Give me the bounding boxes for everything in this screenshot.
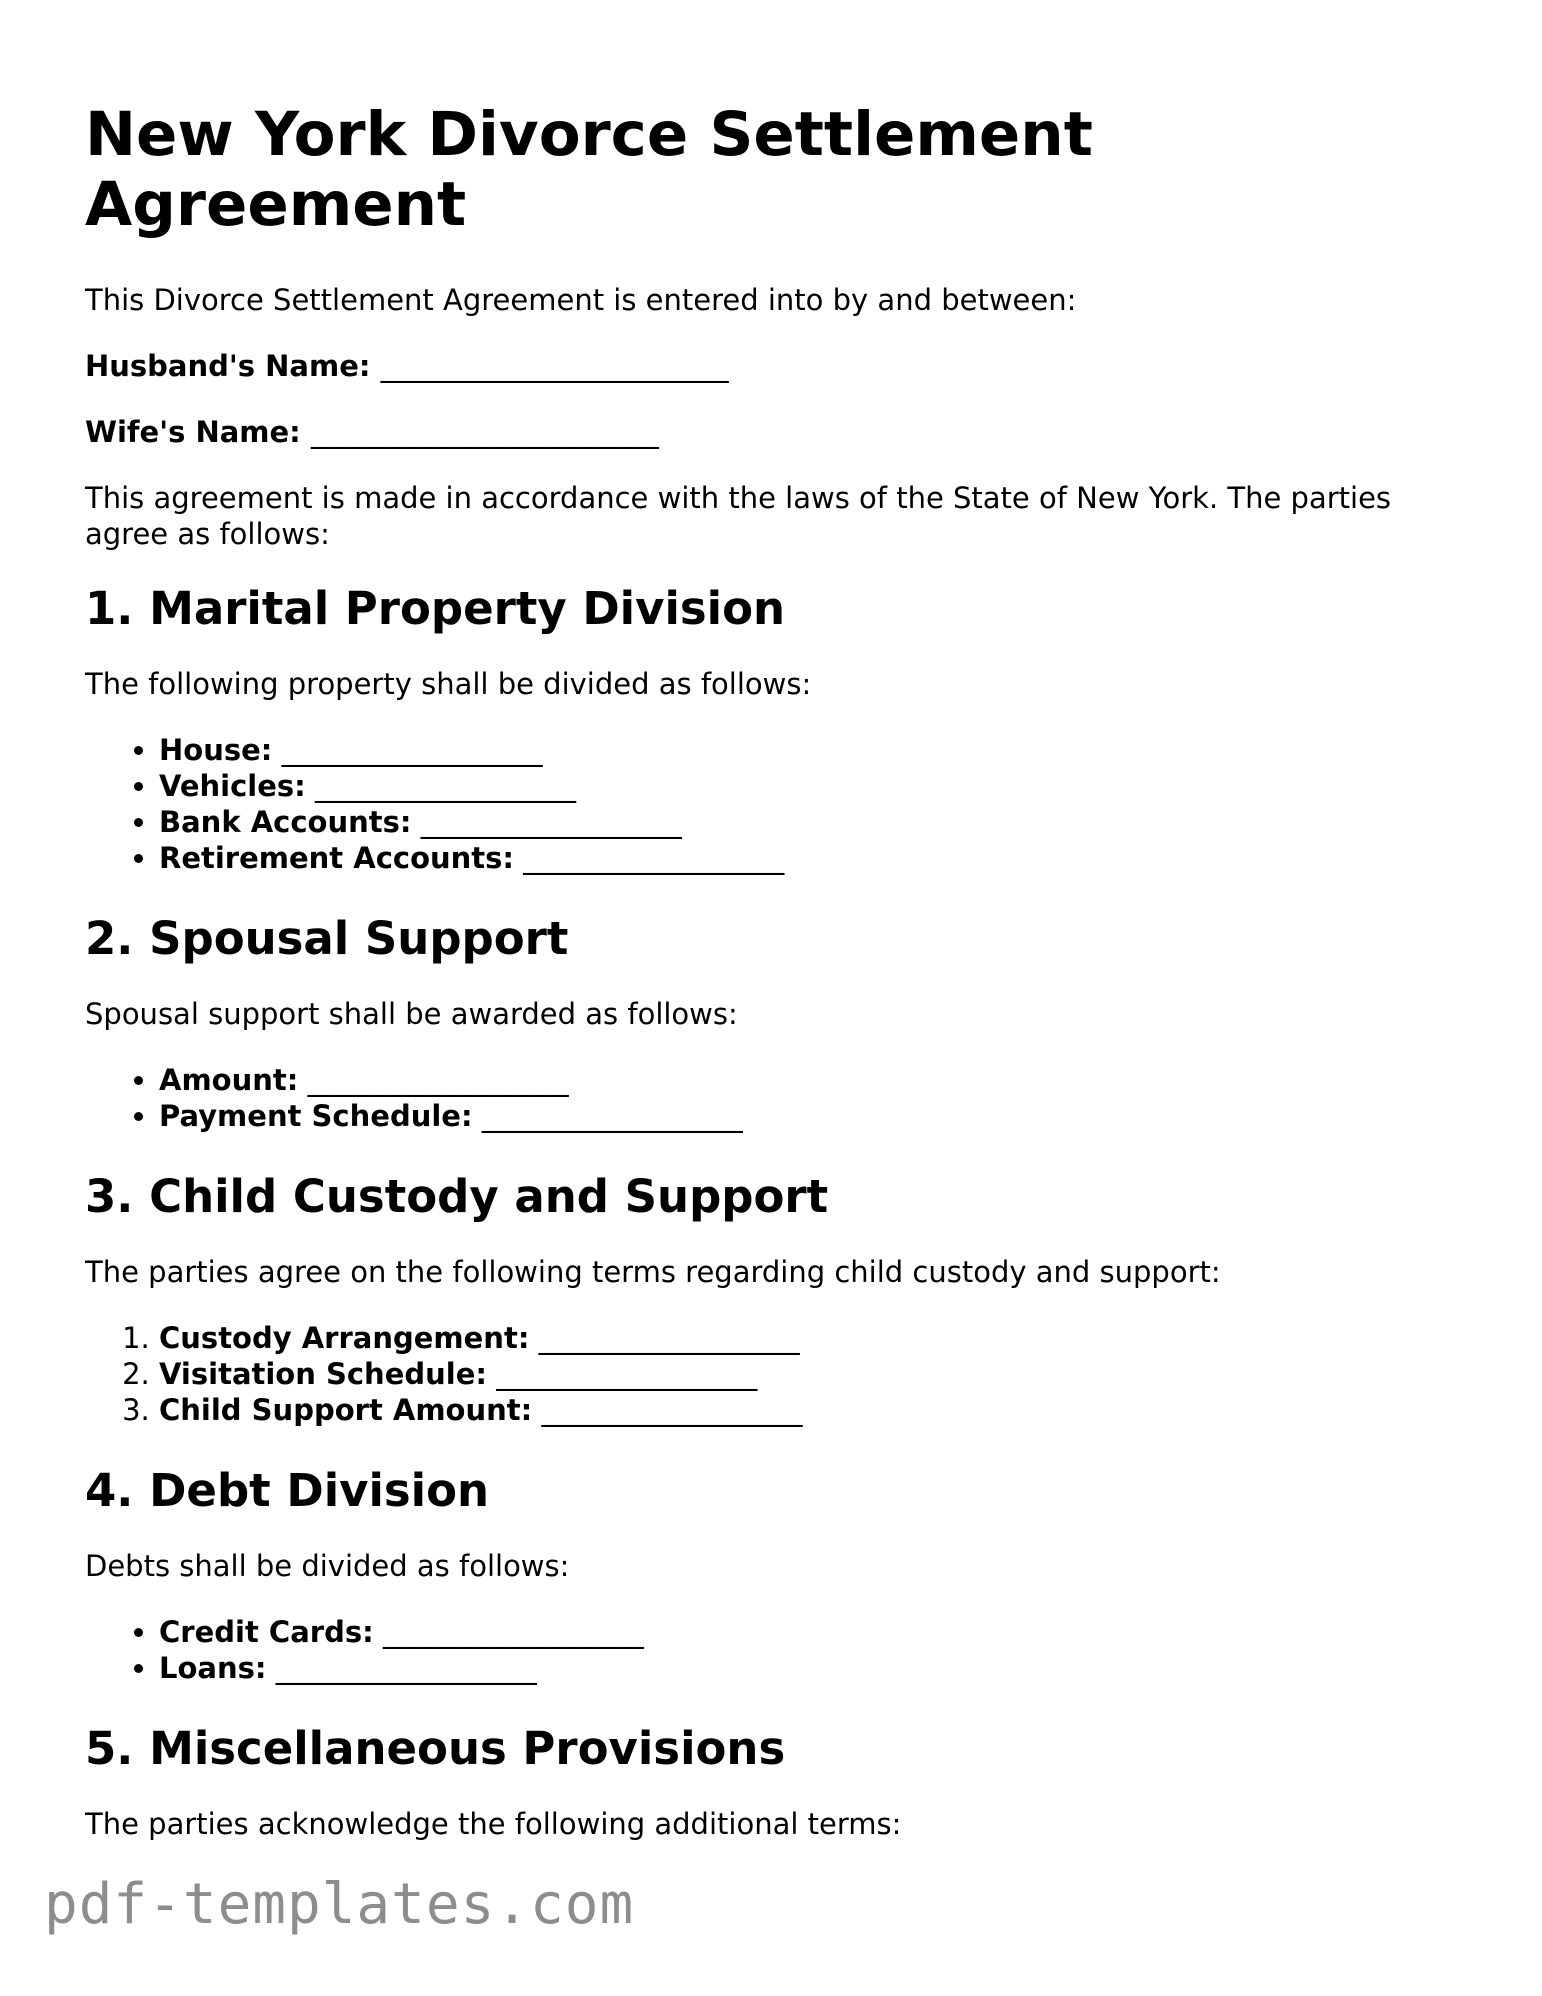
item-blank: __________________ xyxy=(523,841,785,875)
list-item xyxy=(159,840,1465,876)
list-item xyxy=(159,1098,1465,1134)
section-text-spousal: Spousal support shall be awarded as follows: xyxy=(85,997,738,1031)
wife-name-field xyxy=(85,414,1465,450)
item-blank: __________________ xyxy=(496,1357,758,1391)
list-item xyxy=(159,1320,1465,1356)
list-item xyxy=(159,804,1465,840)
spousal-list xyxy=(85,1062,1465,1134)
item-label: Credit Cards: xyxy=(159,1615,374,1649)
item-label: Retirement Accounts: xyxy=(159,841,515,875)
item-blank: __________________ xyxy=(538,1321,800,1355)
section-heading-custody: 3. Child Custody and Support xyxy=(85,1170,829,1223)
law-statement: This agreement is made in accordance with the laws of the State of New York. The parties agree as follows: xyxy=(85,481,1392,551)
wife-name-blank: ________________________ xyxy=(310,415,659,449)
list-item xyxy=(159,1650,1465,1686)
debt-list xyxy=(85,1614,1465,1686)
husband-name-blank: ________________________ xyxy=(380,349,729,383)
list-item xyxy=(159,1614,1465,1650)
list-item xyxy=(159,1356,1465,1392)
husband-name-label: Husband's Name: xyxy=(85,349,371,383)
property-list xyxy=(85,732,1465,876)
item-label: House: xyxy=(159,733,273,767)
document-title: New York Divorce Settlement Agreement xyxy=(85,99,1093,240)
item-blank: __________________ xyxy=(315,769,576,803)
item-label: Vehicles: xyxy=(159,769,306,803)
item-blank: __________________ xyxy=(281,733,543,767)
intro-text: This Divorce Settlement Agreement is entered into by and between: xyxy=(85,283,1077,317)
husband-name-field xyxy=(85,348,1465,384)
list-item xyxy=(159,1062,1465,1098)
section-text-debt: Debts shall be divided as follows: xyxy=(85,1549,570,1583)
item-label: Payment Schedule: xyxy=(159,1099,473,1133)
section-heading-misc: 5. Miscellaneous Provisions xyxy=(85,1722,786,1775)
section-heading-spousal: 2. Spousal Support xyxy=(85,912,569,965)
item-label: Visitation Schedule: xyxy=(159,1357,487,1391)
list-item xyxy=(159,1392,1465,1428)
item-blank: __________________ xyxy=(420,805,682,839)
section-text-property: The following property shall be divided as follows: xyxy=(85,667,812,701)
item-blank: __________________ xyxy=(307,1063,569,1097)
item-label: Amount: xyxy=(159,1063,299,1097)
custody-list xyxy=(85,1320,1465,1428)
section-heading-debt: 4. Debt Division xyxy=(85,1464,490,1517)
item-blank: __________________ xyxy=(275,1651,537,1685)
item-blank: __________________ xyxy=(481,1099,743,1133)
item-blank: __________________ xyxy=(541,1393,803,1427)
wife-name-label: Wife's Name: xyxy=(85,415,301,449)
section-text-custody: The parties agree on the following terms regarding child custody and support: xyxy=(85,1255,1221,1289)
section-heading-property: 1. Marital Property Division xyxy=(85,582,786,635)
item-blank: __________________ xyxy=(382,1615,644,1649)
document-page xyxy=(85,100,1465,1872)
watermark-text: pdf-templates.com xyxy=(44,1872,635,1937)
item-label: Custody Arrangement: xyxy=(159,1321,530,1355)
item-label: Loans: xyxy=(159,1651,267,1685)
list-item xyxy=(159,768,1465,804)
section-text-misc: The parties acknowledge the following additional terms: xyxy=(85,1807,902,1841)
item-label: Child Support Amount: xyxy=(159,1393,533,1427)
list-item xyxy=(159,732,1465,768)
item-label: Bank Accounts: xyxy=(159,805,412,839)
